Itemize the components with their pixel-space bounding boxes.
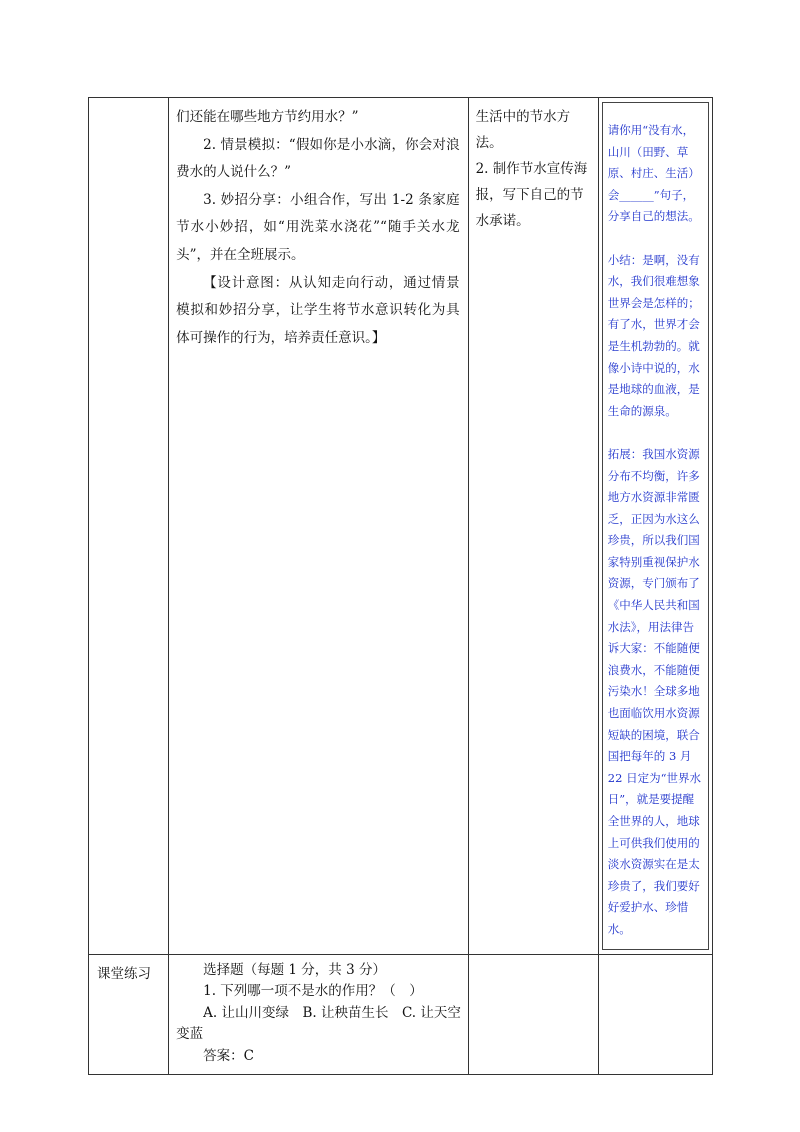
exercise-question: 1. 下列哪一项不是水的作用？（ ） — [203, 983, 423, 1000]
exercise-activity-cell — [468, 954, 598, 1074]
teaching-row — [89, 98, 713, 955]
stage-label-cell — [89, 98, 169, 955]
activity-paragraph: 生活中的节水方法。 — [475, 109, 571, 151]
exercise-options: A. 让山川变绿 B. 让秧苗生长 C. 让天空变蓝 — [176, 1004, 461, 1043]
activity-paragraph: 2. 制作节水宣传海报，写下自己的节水承诺。 — [475, 161, 588, 229]
notes-cell — [598, 98, 712, 955]
extension-paragraph: 拓展：我国水资源分布不均衡，许多地方水资源非常匮乏，正因为水这么珍贵，所以我们国家特别重视保护水资源，专门颁布了《中华人民共和国水法》，用法律告诉大家：不能随便浪费水，不能随便污染水！全球多地也面临饮用水资源短缺的困境，联合国把每年的 3 月 22 日定为“世界水日”，就是要提醒全世界的人，地球上可供我们使用的淡水资源实在是太珍贵了，我们要好好爱护水、珍惜水。 — [607, 446, 701, 936]
exercise-content-cell — [169, 954, 468, 1074]
teacher-notes-box — [602, 102, 709, 950]
exercise-row — [89, 954, 713, 1074]
note-paragraph: 请你用“没有水，山川（田野、草原、村庄、生活）会______”句子，分享自己的想法。 — [607, 123, 700, 224]
lesson-plan-table — [88, 97, 713, 1075]
design-intent-paragraph: 【设计意图：从认知走向行动，通过情景模拟和妙招分享，让学生将节水意识转化为具体可操作的行为，培养责任意识。】 — [176, 274, 460, 346]
exercise-label: 课堂练习 — [97, 965, 151, 982]
content-paragraph: 2. 情景模拟：“假如你是小水滴，你会对浪费水的人说什么？” — [176, 136, 460, 181]
content-paragraph: 3. 妙招分享：小组合作，写出 1-2 条家庭节水小妙招，如“用洗菜水浇花”“随手关水龙头”，并在全班展示。 — [176, 191, 460, 263]
content-paragraph: 们还能在哪些地方节约用水？” — [176, 109, 359, 125]
summary-paragraph: 小结：是啊，没有水，我们很难想象世界会是怎样的；有了水，世界才会是生机勃勃的。就像小诗中说的，水是地球的血液，是生命的源泉。 — [607, 252, 700, 418]
teaching-content-cell — [169, 98, 468, 955]
stage-label — [89, 98, 168, 106]
exercise-answer: 答案：C — [203, 1047, 254, 1064]
student-activity-cell — [468, 98, 598, 955]
exercise-heading: 选择题（每题 1 分，共 3 分） — [203, 961, 386, 978]
exercise-notes-cell — [598, 954, 712, 1074]
exercise-label-cell — [89, 954, 169, 1074]
